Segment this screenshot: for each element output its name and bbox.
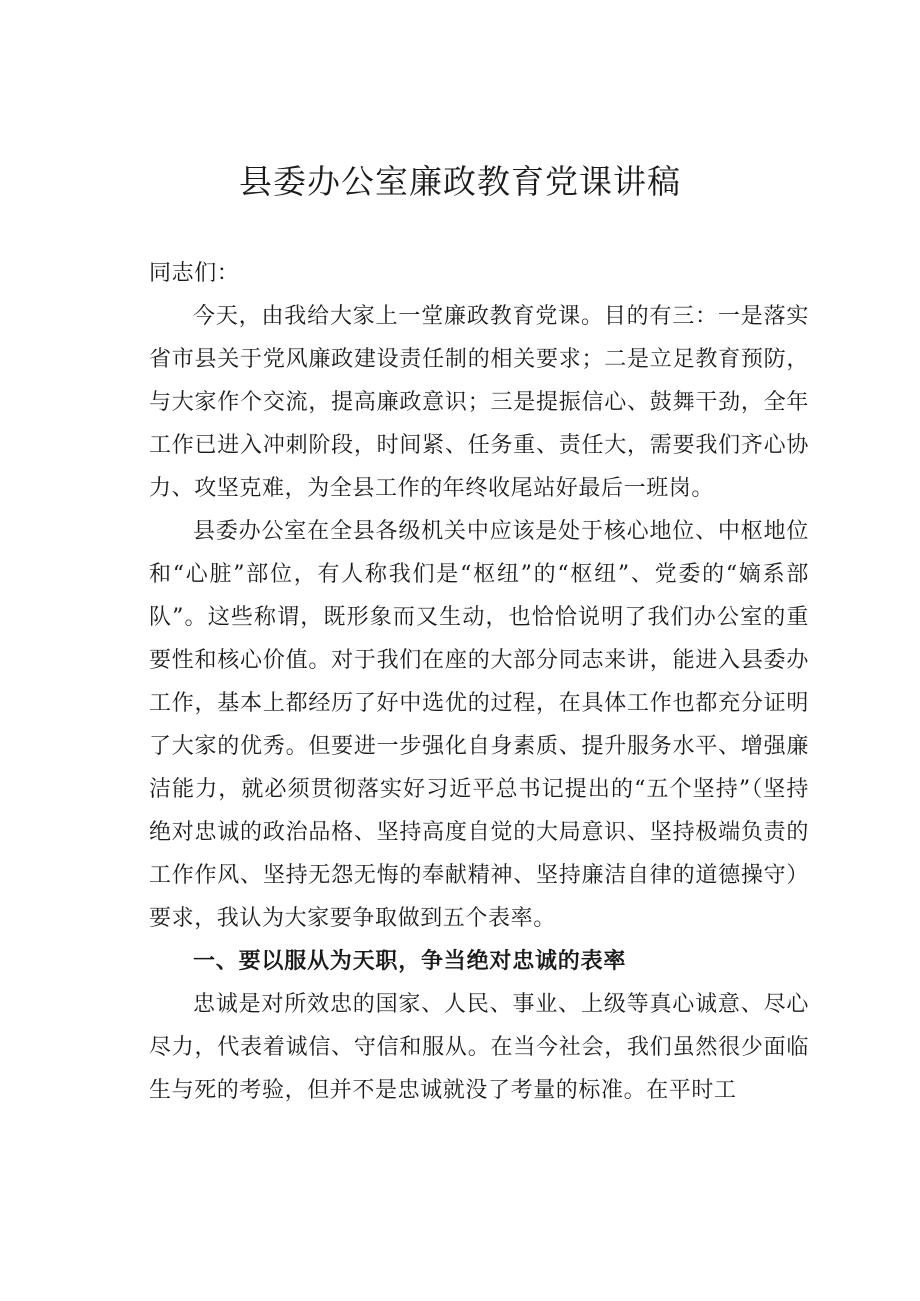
paragraph-office-role: 县委办公室在全县各级机关中应该是处于核心地位、中枢地位和“心脏”部位，有人称我们是“枢纽”的“枢纽”、党委的“嫡系部队”。这些称谓，既形象而又生动，也恰恰说明了我们办公室的重要性和核心价值。对于我们在座的大部分同志来讲，能进入县委办工作，基本上都经历了好中选优的过程，在具体工作也都充分证明了大家的优秀。但要进一步强化自身素质、提升服务水平、增强廉洁能力，就必须贯彻落实好习近平总书记提出的“五个坚持”（坚持绝对忠诚的政治品格、坚持高度自觉的大局意识、坚持极端负责的工作作风、坚持无怨无悔的奉献精神、坚持廉洁自律的道德操守）要求，我认为大家要争取做到五个表率。 — [149, 519, 809, 931]
document-body — [149, 252, 809, 1112]
section-heading-1: 一、要以服从为天职，争当绝对忠诚的表率 — [193, 949, 627, 974]
document-title: 县委办公室廉政教育党课讲稿 — [239, 162, 681, 201]
paragraph-purpose: 今天，由我给大家上一堂廉政教育党课。目的有三：一是落实省市县关于党风廉政建设责任制的相关要求；二是立足教育预防，与大家作个交流，提高廉政意识；三是提振信心、鼓舞干劲，全年工作已进入冲刺阶段，时间紧、任务重、责任大，需要我们齐心协力、攻坚克难，为全县工作的年终收尾站好最后一班岗。 — [149, 304, 809, 501]
paragraph-loyalty: 忠诚是对所效忠的国家、人民、事业、上级等真心诚意、尽心尽力，代表着诚信、守信和服从。在当今社会，我们虽然很少面临生与死的考验，但并不是忠诚就没了考量的标准。在平时工 — [149, 992, 809, 1103]
greeting: 同志们： — [149, 261, 240, 286]
